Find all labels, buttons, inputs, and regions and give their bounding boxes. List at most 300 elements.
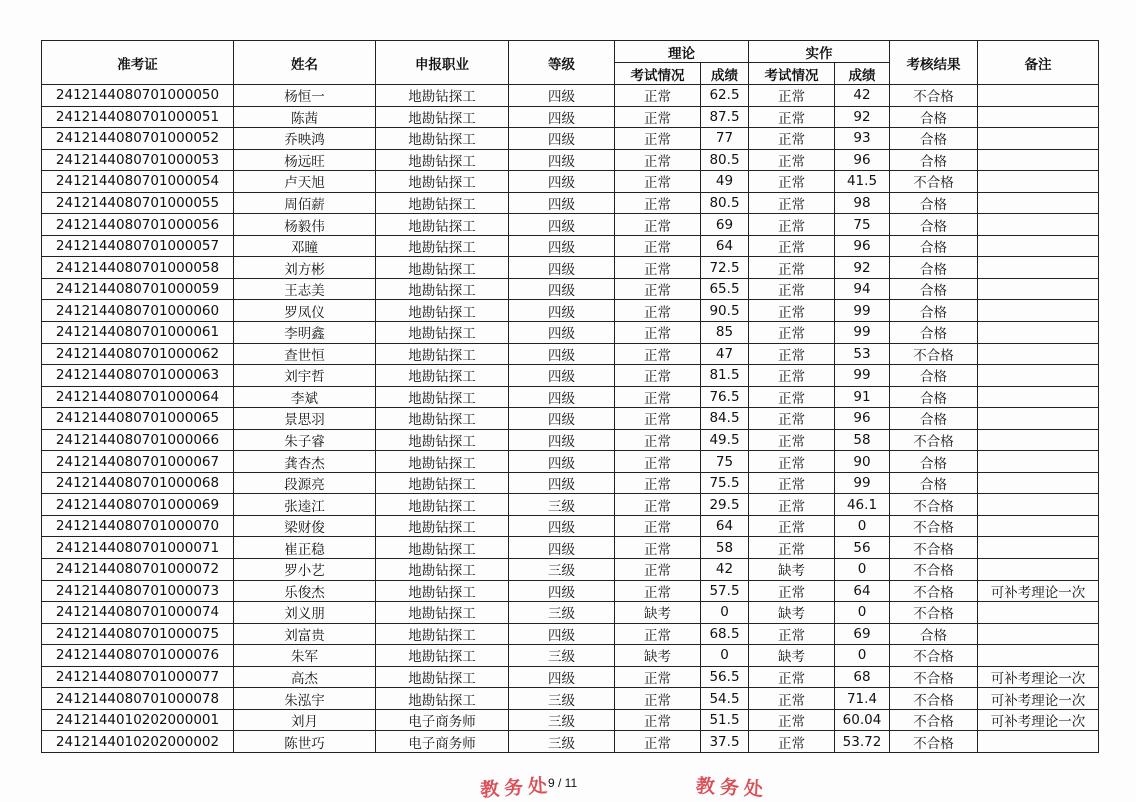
cell-result: 合格 xyxy=(890,278,978,300)
cell-result: 合格 xyxy=(890,365,978,387)
cell-practice-score: 56 xyxy=(835,537,890,559)
cell-name: 龚杏杰 xyxy=(234,451,376,473)
cell-theory-score: 49 xyxy=(701,171,749,193)
cell-theory-status: 正常 xyxy=(615,171,701,193)
cell-theory-status: 正常 xyxy=(615,149,701,171)
cell-practice-score: 53 xyxy=(835,343,890,365)
office-stamp-left: 教务处 xyxy=(479,774,553,802)
cell-practice-score: 94 xyxy=(835,278,890,300)
cell-theory-status: 正常 xyxy=(615,365,701,387)
cell-remark xyxy=(978,343,1099,365)
cell-theory-score: 69 xyxy=(701,214,749,236)
cell-practice-status: 正常 xyxy=(749,408,835,430)
cell-theory-score: 80.5 xyxy=(701,149,749,171)
cell-exam-id: 2412144080701000065 xyxy=(42,408,234,430)
cell-result: 合格 xyxy=(890,451,978,473)
table-row xyxy=(42,106,1099,128)
cell-theory-status: 正常 xyxy=(615,623,701,645)
cell-theory-status: 正常 xyxy=(615,235,701,257)
cell-exam-id: 2412144080701000069 xyxy=(42,494,234,516)
cell-occupation: 地勘钻探工 xyxy=(376,472,509,494)
cell-name: 杨毅伟 xyxy=(234,214,376,236)
cell-practice-status: 正常 xyxy=(749,537,835,559)
cell-practice-score: 99 xyxy=(835,300,890,322)
cell-theory-score: 0 xyxy=(701,645,749,667)
table-row xyxy=(42,214,1099,236)
cell-result: 合格 xyxy=(890,386,978,408)
cell-level: 四级 xyxy=(509,128,615,150)
cell-practice-status: 正常 xyxy=(749,494,835,516)
cell-theory-score: 51.5 xyxy=(701,709,749,731)
cell-theory-status: 正常 xyxy=(615,731,701,753)
cell-level: 四级 xyxy=(509,408,615,430)
cell-practice-score: 0 xyxy=(835,602,890,624)
cell-result: 不合格 xyxy=(890,666,978,688)
cell-remark xyxy=(978,214,1099,236)
cell-theory-status: 正常 xyxy=(615,472,701,494)
cell-occupation: 地勘钻探工 xyxy=(376,666,509,688)
cell-result: 合格 xyxy=(890,214,978,236)
cell-remark xyxy=(978,235,1099,257)
table-row xyxy=(42,709,1099,731)
cell-practice-status: 正常 xyxy=(749,192,835,214)
cell-name: 乐俊杰 xyxy=(234,580,376,602)
cell-occupation: 地勘钻探工 xyxy=(376,515,509,537)
header-practice-score: 成绩 xyxy=(835,63,890,85)
table-row xyxy=(42,537,1099,559)
cell-level: 三级 xyxy=(509,731,615,753)
cell-exam-id: 2412144080701000075 xyxy=(42,623,234,645)
cell-theory-status: 缺考 xyxy=(615,602,701,624)
cell-name: 刘富贵 xyxy=(234,623,376,645)
cell-theory-status: 正常 xyxy=(615,559,701,581)
cell-exam-id: 2412144080701000067 xyxy=(42,451,234,473)
cell-occupation: 地勘钻探工 xyxy=(376,257,509,279)
cell-practice-status: 正常 xyxy=(749,257,835,279)
cell-practice-status: 正常 xyxy=(749,451,835,473)
cell-level: 四级 xyxy=(509,171,615,193)
cell-theory-score: 76.5 xyxy=(701,386,749,408)
header-name: 姓名 xyxy=(234,41,376,85)
cell-level: 四级 xyxy=(509,235,615,257)
office-stamp-right: 教务处 xyxy=(695,775,769,801)
table-row xyxy=(42,192,1099,214)
cell-practice-status: 正常 xyxy=(749,128,835,150)
page-number: 9 / 11 xyxy=(548,776,578,790)
cell-remark xyxy=(978,408,1099,430)
cell-occupation: 电子商务师 xyxy=(376,709,509,731)
cell-remark xyxy=(978,128,1099,150)
cell-name: 杨恒一 xyxy=(234,85,376,107)
table-row xyxy=(42,645,1099,667)
cell-practice-status: 正常 xyxy=(749,235,835,257)
cell-occupation: 地勘钻探工 xyxy=(376,429,509,451)
cell-remark: 可补考理论一次 xyxy=(978,666,1099,688)
cell-level: 三级 xyxy=(509,709,615,731)
cell-theory-status: 正常 xyxy=(615,709,701,731)
cell-name: 卢天旭 xyxy=(234,171,376,193)
cell-exam-id: 2412144080701000057 xyxy=(42,235,234,257)
cell-practice-status: 正常 xyxy=(749,580,835,602)
cell-theory-score: 0 xyxy=(701,602,749,624)
cell-practice-status: 正常 xyxy=(749,278,835,300)
cell-name: 邓瞳 xyxy=(234,235,376,257)
cell-practice-score: 99 xyxy=(835,472,890,494)
cell-remark: 可补考理论一次 xyxy=(978,709,1099,731)
cell-theory-score: 37.5 xyxy=(701,731,749,753)
cell-practice-status: 正常 xyxy=(749,666,835,688)
cell-practice-score: 99 xyxy=(835,365,890,387)
cell-result: 合格 xyxy=(890,192,978,214)
cell-exam-id: 2412144080701000056 xyxy=(42,214,234,236)
cell-remark xyxy=(978,300,1099,322)
table-row xyxy=(42,429,1099,451)
cell-remark xyxy=(978,149,1099,171)
cell-occupation: 地勘钻探工 xyxy=(376,85,509,107)
cell-theory-status: 正常 xyxy=(615,451,701,473)
cell-occupation: 地勘钻探工 xyxy=(376,408,509,430)
cell-remark xyxy=(978,192,1099,214)
cell-practice-score: 42 xyxy=(835,85,890,107)
cell-theory-score: 58 xyxy=(701,537,749,559)
cell-name: 查世恒 xyxy=(234,343,376,365)
cell-occupation: 地勘钻探工 xyxy=(376,580,509,602)
cell-exam-id: 2412144080701000058 xyxy=(42,257,234,279)
cell-practice-score: 92 xyxy=(835,257,890,279)
cell-practice-score: 60.04 xyxy=(835,709,890,731)
cell-remark xyxy=(978,257,1099,279)
cell-result: 不合格 xyxy=(890,85,978,107)
cell-practice-score: 41.5 xyxy=(835,171,890,193)
cell-occupation: 地勘钻探工 xyxy=(376,149,509,171)
cell-exam-id: 2412144080701000066 xyxy=(42,429,234,451)
cell-practice-score: 68 xyxy=(835,666,890,688)
cell-level: 四级 xyxy=(509,537,615,559)
header-exam-id: 准考证 xyxy=(42,41,234,85)
cell-practice-status: 缺考 xyxy=(749,645,835,667)
cell-occupation: 地勘钻探工 xyxy=(376,322,509,344)
cell-practice-status: 正常 xyxy=(749,429,835,451)
cell-name: 王志美 xyxy=(234,278,376,300)
cell-theory-score: 75 xyxy=(701,451,749,473)
cell-theory-score: 49.5 xyxy=(701,429,749,451)
cell-level: 四级 xyxy=(509,365,615,387)
cell-exam-id: 2412144080701000071 xyxy=(42,537,234,559)
cell-result: 合格 xyxy=(890,128,978,150)
cell-exam-id: 2412144010202000002 xyxy=(42,731,234,753)
table-row xyxy=(42,149,1099,171)
cell-level: 四级 xyxy=(509,85,615,107)
cell-level: 三级 xyxy=(509,559,615,581)
cell-practice-score: 92 xyxy=(835,106,890,128)
header-practice-status: 考试情况 xyxy=(749,63,835,85)
cell-exam-id: 2412144080701000052 xyxy=(42,128,234,150)
cell-result: 不合格 xyxy=(890,429,978,451)
cell-result: 合格 xyxy=(890,408,978,430)
cell-name: 罗凤仪 xyxy=(234,300,376,322)
cell-practice-status: 缺考 xyxy=(749,602,835,624)
cell-level: 四级 xyxy=(509,472,615,494)
cell-result: 不合格 xyxy=(890,645,978,667)
cell-level: 四级 xyxy=(509,666,615,688)
cell-level: 四级 xyxy=(509,257,615,279)
cell-theory-status: 缺考 xyxy=(615,645,701,667)
cell-occupation: 地勘钻探工 xyxy=(376,537,509,559)
header-practice: 实作 xyxy=(749,41,890,63)
cell-level: 四级 xyxy=(509,322,615,344)
cell-exam-id: 2412144080701000061 xyxy=(42,322,234,344)
table-row xyxy=(42,623,1099,645)
cell-remark xyxy=(978,171,1099,193)
cell-theory-status: 正常 xyxy=(615,278,701,300)
header-level: 等级 xyxy=(509,41,615,85)
cell-theory-status: 正常 xyxy=(615,580,701,602)
cell-theory-status: 正常 xyxy=(615,322,701,344)
cell-exam-id: 2412144080701000070 xyxy=(42,515,234,537)
cell-name: 高杰 xyxy=(234,666,376,688)
cell-exam-id: 2412144080701000072 xyxy=(42,559,234,581)
cell-result: 不合格 xyxy=(890,580,978,602)
cell-theory-status: 正常 xyxy=(615,429,701,451)
cell-result: 合格 xyxy=(890,106,978,128)
cell-result: 不合格 xyxy=(890,731,978,753)
cell-practice-score: 53.72 xyxy=(835,731,890,753)
cell-remark xyxy=(978,731,1099,753)
cell-practice-score: 64 xyxy=(835,580,890,602)
cell-level: 四级 xyxy=(509,451,615,473)
cell-occupation: 地勘钻探工 xyxy=(376,128,509,150)
cell-exam-id: 2412144080701000053 xyxy=(42,149,234,171)
cell-occupation: 地勘钻探工 xyxy=(376,688,509,710)
cell-practice-status: 正常 xyxy=(749,171,835,193)
cell-result: 不合格 xyxy=(890,709,978,731)
cell-practice-score: 0 xyxy=(835,515,890,537)
table-row xyxy=(42,85,1099,107)
cell-practice-status: 正常 xyxy=(749,343,835,365)
cell-result: 不合格 xyxy=(890,602,978,624)
cell-name: 朱子睿 xyxy=(234,429,376,451)
cell-practice-status: 正常 xyxy=(749,688,835,710)
cell-occupation: 地勘钻探工 xyxy=(376,451,509,473)
cell-practice-score: 91 xyxy=(835,386,890,408)
cell-result: 不合格 xyxy=(890,515,978,537)
cell-name: 朱军 xyxy=(234,645,376,667)
cell-result: 不合格 xyxy=(890,343,978,365)
cell-level: 四级 xyxy=(509,192,615,214)
cell-theory-score: 47 xyxy=(701,343,749,365)
cell-theory-status: 正常 xyxy=(615,343,701,365)
table-row xyxy=(42,602,1099,624)
cell-result: 不合格 xyxy=(890,537,978,559)
cell-name: 张逵江 xyxy=(234,494,376,516)
cell-theory-status: 正常 xyxy=(615,85,701,107)
cell-level: 四级 xyxy=(509,429,615,451)
table-row xyxy=(42,278,1099,300)
cell-level: 四级 xyxy=(509,149,615,171)
cell-name: 陈世巧 xyxy=(234,731,376,753)
cell-practice-status: 正常 xyxy=(749,322,835,344)
cell-level: 四级 xyxy=(509,580,615,602)
cell-practice-status: 正常 xyxy=(749,214,835,236)
cell-theory-status: 正常 xyxy=(615,128,701,150)
cell-practice-status: 正常 xyxy=(749,709,835,731)
cell-theory-score: 54.5 xyxy=(701,688,749,710)
cell-result: 合格 xyxy=(890,623,978,645)
cell-theory-score: 90.5 xyxy=(701,300,749,322)
cell-practice-score: 98 xyxy=(835,192,890,214)
cell-theory-score: 68.5 xyxy=(701,623,749,645)
cell-name: 乔映鸿 xyxy=(234,128,376,150)
cell-name: 刘义朋 xyxy=(234,602,376,624)
table-row xyxy=(42,472,1099,494)
cell-occupation: 地勘钻探工 xyxy=(376,623,509,645)
table-row xyxy=(42,171,1099,193)
cell-result: 合格 xyxy=(890,472,978,494)
cell-exam-id: 2412144080701000078 xyxy=(42,688,234,710)
cell-result: 不合格 xyxy=(890,688,978,710)
cell-practice-score: 58 xyxy=(835,429,890,451)
cell-remark xyxy=(978,537,1099,559)
cell-theory-score: 65.5 xyxy=(701,278,749,300)
table-row xyxy=(42,300,1099,322)
cell-occupation: 地勘钻探工 xyxy=(376,365,509,387)
cell-occupation: 地勘钻探工 xyxy=(376,494,509,516)
cell-theory-score: 72.5 xyxy=(701,257,749,279)
cell-practice-score: 99 xyxy=(835,322,890,344)
cell-level: 四级 xyxy=(509,515,615,537)
cell-practice-status: 缺考 xyxy=(749,559,835,581)
cell-remark xyxy=(978,85,1099,107)
cell-occupation: 地勘钻探工 xyxy=(376,602,509,624)
cell-level: 四级 xyxy=(509,623,615,645)
cell-exam-id: 2412144080701000064 xyxy=(42,386,234,408)
cell-theory-score: 85 xyxy=(701,322,749,344)
table-row xyxy=(42,128,1099,150)
cell-practice-status: 正常 xyxy=(749,472,835,494)
cell-occupation: 地勘钻探工 xyxy=(376,171,509,193)
cell-occupation: 地勘钻探工 xyxy=(376,343,509,365)
header-result: 考核结果 xyxy=(890,41,978,85)
cell-name: 段源亮 xyxy=(234,472,376,494)
cell-practice-score: 69 xyxy=(835,623,890,645)
cell-practice-score: 71.4 xyxy=(835,688,890,710)
cell-remark xyxy=(978,623,1099,645)
cell-theory-status: 正常 xyxy=(615,214,701,236)
cell-name: 刘月 xyxy=(234,709,376,731)
table-row xyxy=(42,365,1099,387)
cell-practice-status: 正常 xyxy=(749,365,835,387)
cell-level: 四级 xyxy=(509,343,615,365)
cell-theory-status: 正常 xyxy=(615,666,701,688)
table-row xyxy=(42,451,1099,473)
cell-occupation: 地勘钻探工 xyxy=(376,235,509,257)
cell-remark xyxy=(978,645,1099,667)
cell-exam-id: 2412144080701000077 xyxy=(42,666,234,688)
header-theory: 理论 xyxy=(615,41,749,63)
cell-exam-id: 2412144080701000054 xyxy=(42,171,234,193)
cell-practice-status: 正常 xyxy=(749,515,835,537)
table-header xyxy=(42,41,1099,85)
cell-result: 合格 xyxy=(890,257,978,279)
cell-remark xyxy=(978,386,1099,408)
cell-theory-status: 正常 xyxy=(615,300,701,322)
cell-exam-id: 2412144080701000073 xyxy=(42,580,234,602)
table-row xyxy=(42,515,1099,537)
table-row xyxy=(42,688,1099,710)
cell-practice-score: 96 xyxy=(835,235,890,257)
table-row xyxy=(42,580,1099,602)
table-row xyxy=(42,257,1099,279)
table-row xyxy=(42,408,1099,430)
cell-name: 陈茜 xyxy=(234,106,376,128)
cell-exam-id: 2412144080701000074 xyxy=(42,602,234,624)
cell-practice-status: 正常 xyxy=(749,149,835,171)
cell-result: 不合格 xyxy=(890,494,978,516)
cell-name: 朱泓宇 xyxy=(234,688,376,710)
cell-theory-status: 正常 xyxy=(615,257,701,279)
cell-theory-status: 正常 xyxy=(615,106,701,128)
cell-theory-score: 62.5 xyxy=(701,85,749,107)
cell-occupation: 地勘钻探工 xyxy=(376,214,509,236)
cell-theory-score: 75.5 xyxy=(701,472,749,494)
cell-theory-score: 42 xyxy=(701,559,749,581)
cell-theory-score: 56.5 xyxy=(701,666,749,688)
cell-practice-status: 正常 xyxy=(749,300,835,322)
cell-result: 合格 xyxy=(890,322,978,344)
cell-level: 四级 xyxy=(509,278,615,300)
cell-practice-score: 46.1 xyxy=(835,494,890,516)
cell-practice-score: 90 xyxy=(835,451,890,473)
cell-remark xyxy=(978,494,1099,516)
cell-theory-score: 87.5 xyxy=(701,106,749,128)
cell-remark: 可补考理论一次 xyxy=(978,580,1099,602)
cell-name: 崔正稳 xyxy=(234,537,376,559)
cell-remark xyxy=(978,451,1099,473)
cell-practice-score: 96 xyxy=(835,149,890,171)
cell-exam-id: 2412144080701000076 xyxy=(42,645,234,667)
header-occupation: 申报职业 xyxy=(376,41,509,85)
cell-result: 不合格 xyxy=(890,171,978,193)
header-theory-status: 考试情况 xyxy=(615,63,701,85)
cell-practice-status: 正常 xyxy=(749,623,835,645)
cell-exam-id: 2412144080701000055 xyxy=(42,192,234,214)
table-row xyxy=(42,559,1099,581)
cell-theory-status: 正常 xyxy=(615,408,701,430)
cell-practice-score: 93 xyxy=(835,128,890,150)
cell-remark xyxy=(978,365,1099,387)
cell-theory-status: 正常 xyxy=(615,537,701,559)
cell-name: 李斌 xyxy=(234,386,376,408)
cell-practice-status: 正常 xyxy=(749,85,835,107)
header-theory-score: 成绩 xyxy=(701,63,749,85)
cell-practice-status: 正常 xyxy=(749,386,835,408)
cell-name: 杨远旺 xyxy=(234,149,376,171)
cell-exam-id: 2412144010202000001 xyxy=(42,709,234,731)
cell-remark xyxy=(978,429,1099,451)
cell-result: 合格 xyxy=(890,300,978,322)
results-table xyxy=(41,40,1099,753)
cell-result: 不合格 xyxy=(890,559,978,581)
cell-occupation: 地勘钻探工 xyxy=(376,386,509,408)
cell-occupation: 地勘钻探工 xyxy=(376,192,509,214)
cell-practice-score: 0 xyxy=(835,559,890,581)
table-body xyxy=(42,85,1099,753)
cell-occupation: 地勘钻探工 xyxy=(376,300,509,322)
cell-exam-id: 2412144080701000068 xyxy=(42,472,234,494)
cell-name: 周佰薪 xyxy=(234,192,376,214)
cell-result: 合格 xyxy=(890,235,978,257)
cell-theory-score: 81.5 xyxy=(701,365,749,387)
